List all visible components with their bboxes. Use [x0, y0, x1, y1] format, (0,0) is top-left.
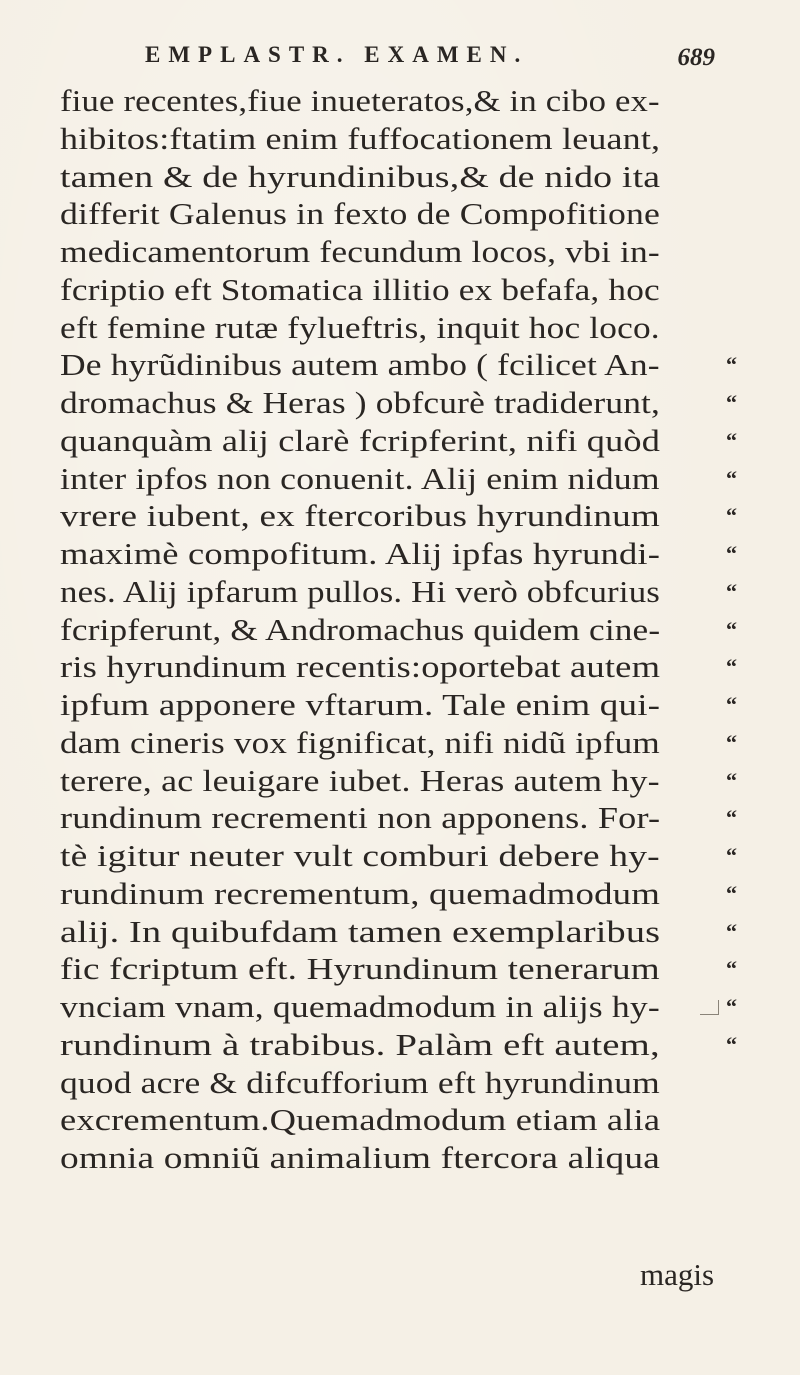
line-text: dam cineris vox fignificat, nifi nidũ ipfum	[60, 724, 660, 760]
quotation-mark: “	[726, 918, 736, 944]
line-text: rundinum recrementi non apponens. For-	[60, 800, 661, 836]
text-line	[60, 837, 740, 875]
line-text: alij. In quibufdam tamen exemplaribus	[60, 913, 661, 949]
line-text: vnciam vnam, quemadmodum in alijs hy-	[60, 989, 660, 1024]
quotation-mark: “	[726, 654, 736, 680]
text-line	[60, 686, 740, 724]
line-text: hibitos:ftatim enim fuffocationem leuant,	[60, 120, 661, 156]
quotation-mark: “	[726, 352, 736, 378]
line-text: rundinum à trabibus. Palàm eft autem,	[60, 1026, 660, 1062]
quotation-mark: “	[726, 767, 736, 793]
body-text	[60, 82, 740, 1177]
text-line	[60, 988, 740, 1026]
text-line	[60, 82, 740, 120]
text-line	[60, 762, 740, 800]
catchword: magis	[640, 1257, 715, 1292]
text-line	[60, 158, 740, 196]
text-line	[60, 1101, 740, 1139]
line-text: tè igitur neuter vult comburi debere hy-	[60, 838, 660, 873]
line-text: ris hyrundinum recentis:oportebat autem	[60, 649, 661, 685]
text-line	[60, 497, 740, 535]
text-line	[60, 422, 740, 460]
line-text: vrere iubent, ex ftercoribus hyrundinum	[60, 498, 661, 534]
line-text: dromachus & Heras ) obfcurè tradiderunt,	[60, 385, 661, 420]
line-text: differit Galenus in fexto de Compofitione	[60, 196, 660, 232]
text-line	[60, 1139, 740, 1177]
text-line	[60, 875, 740, 913]
text-line	[60, 233, 740, 271]
text-line	[60, 195, 740, 233]
quotation-mark: “	[726, 616, 736, 642]
line-text: rundinum recrementum, quemadmodum	[60, 875, 661, 911]
line-text: maximè compofitum. Alij ipfas hyrundi-	[60, 536, 661, 571]
quotation-mark: “	[726, 843, 736, 868]
line-text: inter ipfos non conuenit. Alij enim nidum	[60, 460, 660, 496]
line-text: excrementum.Quemadmodum etiam alia	[60, 1102, 661, 1138]
quotation-mark: “	[726, 805, 736, 831]
text-line	[60, 346, 740, 384]
text-line	[60, 460, 740, 498]
line-text: fiue recentes,fiue inueteratos,& in cibo ex-	[60, 83, 660, 118]
text-line	[60, 1026, 740, 1064]
quotation-mark: “	[726, 390, 736, 415]
line-text: fic fcriptum eft. Hyrundinum tenerarum	[60, 951, 660, 987]
quotation-mark: “	[726, 880, 736, 906]
page-header	[145, 42, 715, 78]
quotation-mark: “	[726, 465, 736, 491]
text-line	[60, 573, 740, 611]
running-head: EMPLASTR. EXAMEN.	[145, 42, 529, 67]
line-text: De hyrũdinibus autem ambo ( fcilicet An-	[60, 347, 660, 383]
show-through-mark	[700, 1000, 719, 1015]
line-text: quanquàm alij clarè fcripferint, nifi quòd	[60, 422, 661, 458]
line-text: omnia omniũ animalium ftercora aliqua	[60, 1140, 661, 1175]
quotation-mark: “	[726, 503, 736, 529]
text-line	[60, 309, 740, 347]
quotation-mark: “	[726, 994, 736, 1019]
quotation-mark: “	[726, 956, 736, 982]
quotation-mark: “	[726, 1031, 736, 1057]
text-line	[60, 913, 740, 951]
text-line	[60, 724, 740, 762]
text-line	[60, 799, 740, 837]
quotation-mark: “	[726, 578, 736, 604]
quotation-mark: “	[726, 692, 736, 717]
quotation-mark: “	[726, 427, 736, 453]
quotation-mark: “	[726, 729, 736, 755]
line-text: eft femine rutæ fylueftris, inquit hoc loco.	[60, 309, 660, 345]
text-line	[60, 1064, 740, 1102]
text-line	[60, 120, 740, 158]
line-text: fcripferunt, & Andromachus quidem cine-	[60, 611, 661, 647]
text-line	[60, 950, 740, 988]
text-line	[60, 611, 740, 649]
line-text: terere, ac leuigare iubet. Heras autem hy-	[60, 762, 660, 798]
text-line	[60, 535, 740, 573]
text-line	[60, 648, 740, 686]
line-text: tamen & de hyrundinibus,& de nido ita	[60, 158, 661, 194]
text-line	[60, 271, 740, 309]
line-text: quod acre & difcufforium eft hyrundinum	[60, 1064, 660, 1100]
line-text: nes. Alij ipfarum pullos. Hi verò obfcurius	[60, 573, 661, 609]
line-text: ipfum apponere vftarum. Tale enim qui-	[60, 687, 661, 722]
quotation-mark: “	[726, 541, 736, 566]
line-text: fcriptio eft Stomatica illitio ex befafa, hoc	[60, 271, 660, 307]
page-number: 689	[677, 44, 715, 71]
line-text: medicamentorum fecundum locos, vbi in-	[60, 234, 660, 269]
text-line	[60, 384, 740, 422]
